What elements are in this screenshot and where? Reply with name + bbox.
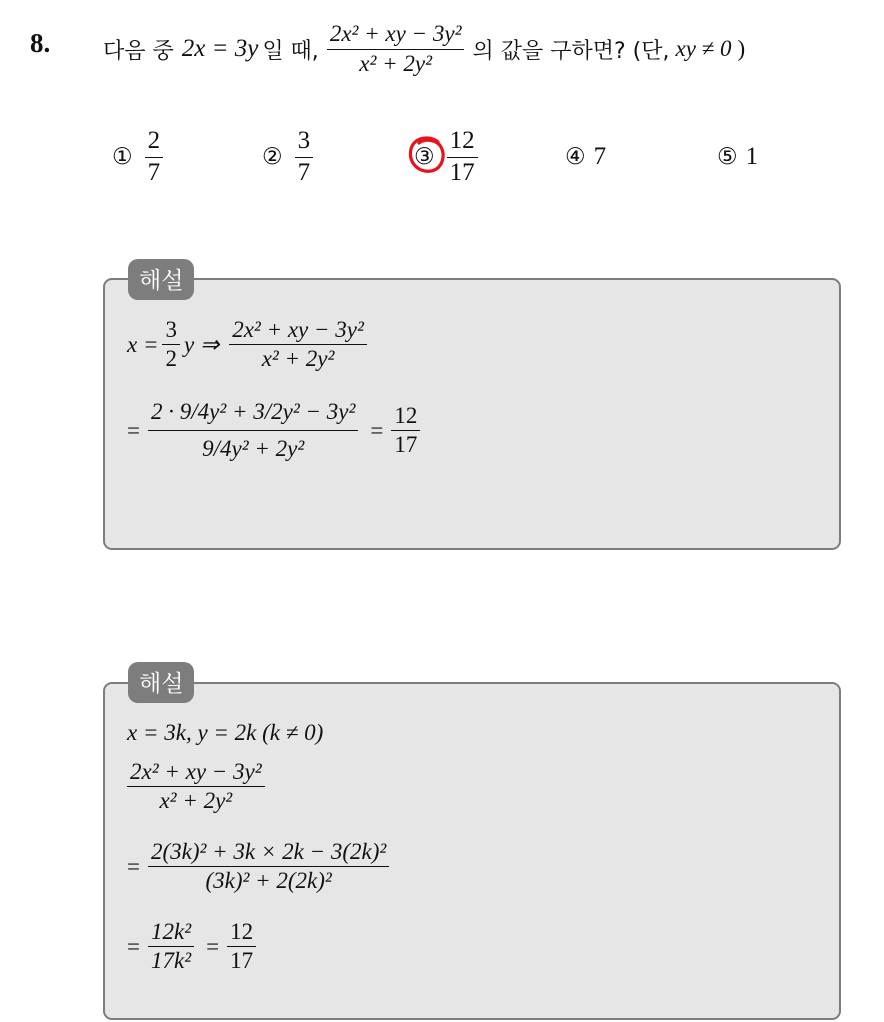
choice-1[interactable] (112, 122, 167, 192)
solution-2-line-2 (127, 760, 269, 813)
solution-1-equals: = (127, 417, 140, 443)
solution-1-lhs: x = (127, 331, 159, 357)
choice-1-denominator: 7 (147, 158, 161, 186)
choice-5-value: 1 (745, 143, 759, 170)
problem-note: xy ≠ 0 (675, 36, 732, 61)
choice-1-numerator: 2 (145, 128, 164, 157)
solution-1-result-numerator: 12 (391, 404, 420, 431)
solution-2-label: 해설 (128, 662, 194, 703)
solution-1-coef-numerator: 3 (162, 318, 180, 345)
solution-1-numerator: 2x² + xy − 3y² (229, 318, 367, 345)
problem-statement (103, 14, 745, 84)
solution-2-line-3-numerator: 2(3k)² + 3k × 2k − 3(2k)² (148, 840, 389, 867)
solution-2-line-3 (127, 840, 393, 893)
solution-1-line-2-denominator: 9/4y² + 2y² (202, 436, 305, 462)
problem-expression-numerator: 2x² + xy − 3y² (327, 22, 465, 49)
choice-2-mark: ② (262, 144, 283, 170)
choice-1-mark: ① (112, 144, 133, 170)
solution-2-line-4-equals: = (127, 933, 140, 959)
solution-2-line-1: x = 3k, y = 2k (k ≠ 0) (127, 720, 324, 745)
choice-5-mark: ⑤ (717, 144, 738, 170)
choice-2-numerator: 3 (295, 128, 314, 157)
choice-4-mark: ④ (565, 144, 586, 170)
choice-2[interactable] (262, 122, 317, 192)
answer-circle-icon (404, 132, 450, 178)
problem-number: 8. (30, 28, 51, 58)
solution-1-result-denominator: 17 (394, 432, 418, 458)
choice-3[interactable] (414, 122, 482, 192)
choice-3-mark: ③ (414, 144, 435, 170)
problem-prefix: 다음 중 (103, 38, 174, 64)
solution-1-line-2 (127, 400, 424, 461)
solution-2-line-4-numerator: 12k² (148, 920, 194, 947)
problem-condition-suffix: 일 때, (262, 38, 319, 64)
choice-3-denominator: 17 (449, 158, 475, 186)
problem-expression (327, 22, 465, 75)
solution-2-line-4-denominator: 17k² (150, 948, 192, 974)
solution-1-equals-2: = (370, 417, 384, 443)
solution-2-line-3-denominator: (3k)² + 2(2k)² (205, 868, 332, 894)
solution-1-line-2-numerator: 2 · 9/4y² + 3/2y² − 3y² (148, 400, 358, 431)
solution-2-line-4 (127, 920, 260, 973)
problem-close: ) (737, 36, 746, 61)
solution-1-line-1 (127, 318, 371, 371)
solution-1-label: 해설 (128, 259, 194, 300)
solution-2-result-numerator: 12 (227, 920, 256, 947)
solution-1-denominator: x² + 2y² (261, 346, 335, 372)
solution-2-line-3-equals: = (127, 853, 140, 879)
problem-condition: 2x = 3y (181, 35, 259, 62)
choice-4[interactable] (565, 122, 606, 192)
solution-2-result-denominator: 17 (230, 948, 254, 974)
solution-1-coef-denominator: 2 (165, 346, 177, 372)
solution-2-line-2-numerator: 2x² + xy − 3y² (127, 760, 265, 787)
choice-4-value: 7 (593, 143, 607, 170)
solution-1-var: y ⇒ (183, 331, 220, 357)
problem-expression-denominator: x² + 2y² (359, 50, 433, 76)
choice-5[interactable] (717, 122, 758, 192)
problem-suffix: 의 값을 구하면? (단, (472, 38, 670, 64)
choice-2-denominator: 7 (297, 158, 311, 186)
solution-2-line-2-denominator: x² + 2y² (159, 788, 233, 814)
choice-3-numerator: 12 (447, 128, 478, 157)
solution-2-line-4-equals-2: = (206, 933, 220, 959)
